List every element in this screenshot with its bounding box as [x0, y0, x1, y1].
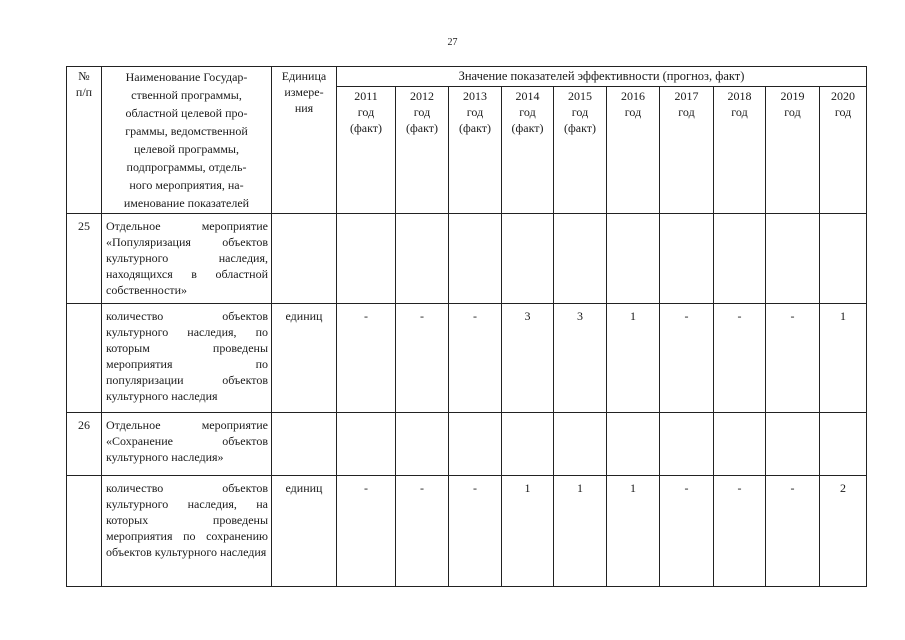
table-row [67, 304, 867, 413]
year-header: 2012 год (факт) [396, 87, 449, 214]
page-number: 27 [447, 37, 458, 48]
value-cell [337, 214, 396, 304]
col-header-unit: Единица измере- ния [272, 67, 337, 214]
row-unit [272, 214, 337, 304]
year-header: 2018 год [714, 87, 766, 214]
row-unit [272, 413, 337, 476]
row-name: Отдельное мероприятие «Популяризация объектов культурного наследия, находящихся в областной собственности» [102, 214, 272, 304]
value-cell: 3 [554, 304, 607, 413]
value-cell [396, 413, 449, 476]
value-cell [337, 413, 396, 476]
value-cell: 1 [820, 304, 867, 413]
value-cell: - [714, 304, 766, 413]
value-cell [714, 413, 766, 476]
col-header-values-title: Значение показателей эффективности (прогноз, факт) [337, 67, 867, 87]
col-header-num: № п/п [67, 67, 102, 214]
value-cell: - [449, 304, 502, 413]
value-cell: 1 [607, 304, 660, 413]
value-cell: - [714, 476, 766, 587]
value-cell [766, 413, 820, 476]
value-cell [766, 214, 820, 304]
value-cell [660, 214, 714, 304]
value-cell [820, 413, 867, 476]
value-cell [554, 214, 607, 304]
value-cell: - [396, 476, 449, 587]
row-name: Отдельное мероприятие «Сохранение объектов культурного наследия» [102, 413, 272, 476]
value-cell [607, 214, 660, 304]
indicators-table [66, 66, 867, 587]
value-cell [396, 214, 449, 304]
value-cell [607, 413, 660, 476]
table-row [67, 476, 867, 587]
year-header: 2020 год [820, 87, 867, 214]
value-cell [554, 413, 607, 476]
value-cell: - [396, 304, 449, 413]
value-cell: - [660, 476, 714, 587]
row-number [67, 476, 102, 587]
row-number: 25 [67, 214, 102, 304]
value-cell: - [766, 476, 820, 587]
value-cell: - [660, 304, 714, 413]
value-cell: 2 [820, 476, 867, 587]
row-unit: единиц [272, 304, 337, 413]
value-cell: 1 [502, 476, 554, 587]
row-unit: единиц [272, 476, 337, 587]
year-header: 2017 год [660, 87, 714, 214]
value-cell [449, 214, 502, 304]
year-header: 2011 год (факт) [337, 87, 396, 214]
value-cell: - [449, 476, 502, 587]
value-cell: 3 [502, 304, 554, 413]
year-header: 2015 год (факт) [554, 87, 607, 214]
row-number [67, 304, 102, 413]
value-cell: - [337, 476, 396, 587]
value-cell [820, 214, 867, 304]
value-cell [714, 214, 766, 304]
value-cell [449, 413, 502, 476]
value-cell [502, 413, 554, 476]
header-row [67, 67, 867, 87]
year-header: 2014 год (факт) [502, 87, 554, 214]
row-name: количество объектов культурного наследия, по которым проведены мероприятия по популяризации объектов культурного наследия [102, 304, 272, 413]
table-row [67, 413, 867, 476]
value-cell [660, 413, 714, 476]
col-header-name: Наименование Государ- ственной программы, областной целевой про- граммы, ведомственной целевой программы, подпрограммы, отдель- ного мероприятия, на- именование показателей [102, 67, 272, 214]
value-cell [502, 214, 554, 304]
table-row [67, 214, 867, 304]
value-cell: - [337, 304, 396, 413]
value-cell: 1 [554, 476, 607, 587]
year-header: 2013 год (факт) [449, 87, 502, 214]
row-name: количество объектов культурного наследия, на которых проведены мероприятия по сохранению объектов культурного наследия [102, 476, 272, 587]
year-header: 2016 год [607, 87, 660, 214]
year-header: 2019 год [766, 87, 820, 214]
value-cell: - [766, 304, 820, 413]
row-number: 26 [67, 413, 102, 476]
value-cell: 1 [607, 476, 660, 587]
